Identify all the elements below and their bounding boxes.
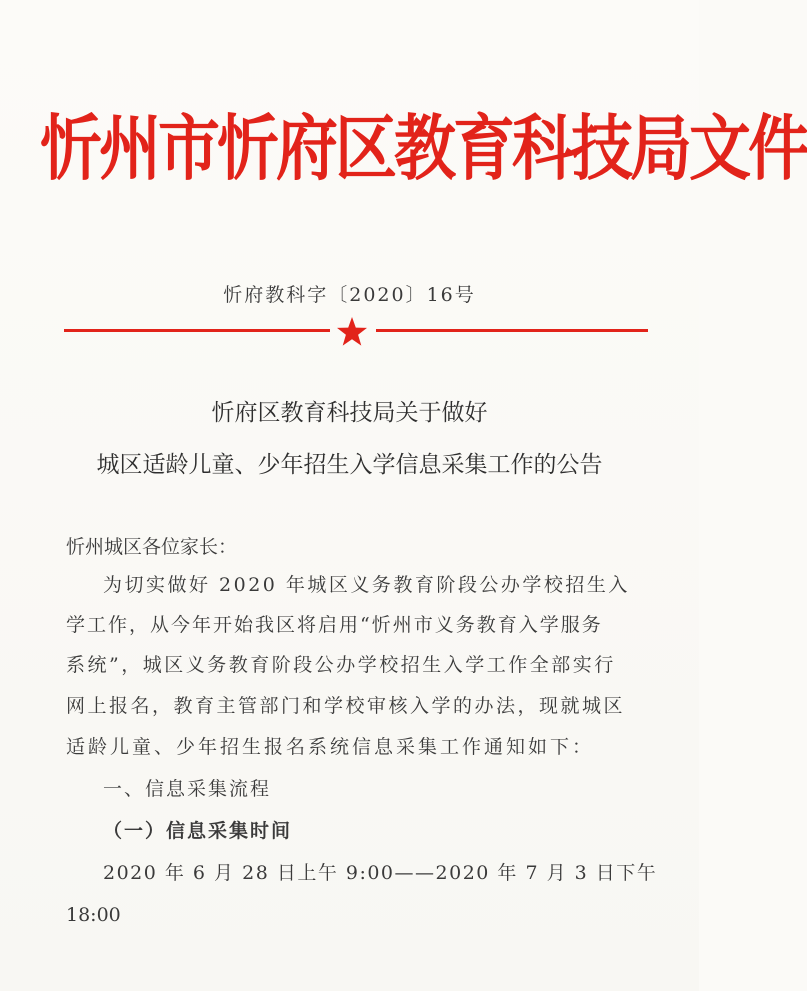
paragraph-line: 学工作，从今年开始我区将启用“忻州市义务教育入学服务 xyxy=(66,614,603,636)
time-range-line-end: 18:00 xyxy=(66,904,121,926)
notice-title-line-2: 城区适龄儿童、少年招生入学信息采集工作的公告 xyxy=(96,452,603,478)
paragraph-line: 适龄儿童、少年招生报名系统信息采集工作通知如下： xyxy=(66,736,595,758)
document-number: 忻府教科字〔2020〕16号 xyxy=(223,284,476,306)
star-icon xyxy=(336,316,368,348)
red-rule-right xyxy=(376,329,648,332)
notice-title-line-1: 忻府区教育科技局关于做好 xyxy=(211,400,488,426)
paragraph-line: 系统”，城区义务教育阶段公办学校招生入学工作全部实行 xyxy=(66,654,616,676)
red-header-title: 忻州市忻府区教育科技局文件 xyxy=(40,106,807,191)
salutation: 忻州城区各位家长： xyxy=(66,536,238,558)
paragraph-line: 为切实做好 2020 年城区义务教育阶段公办学校招生入 xyxy=(103,574,630,596)
red-rule-left xyxy=(64,329,330,332)
time-range-line: 2020 年 6 月 28 日上午 9:00——2020 年 7 月 3 日下午 xyxy=(103,862,658,884)
subsection-heading: （一）信息采集时间 xyxy=(103,820,293,842)
section-heading: 一、信息采集流程 xyxy=(103,778,272,800)
paragraph-line: 网上报名，教育主管部门和学校审核入学的办法，现就城区 xyxy=(66,695,626,717)
